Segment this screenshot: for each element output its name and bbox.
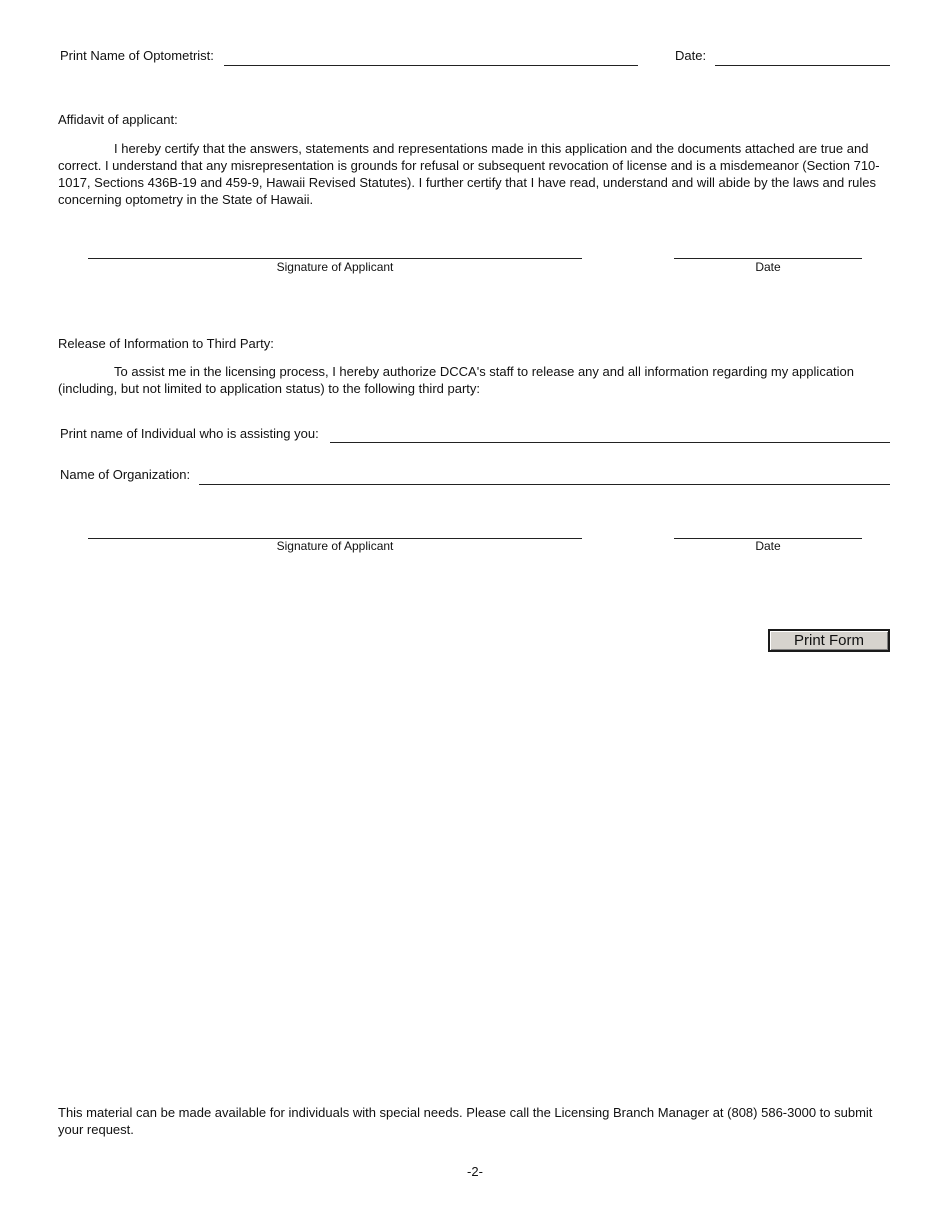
date-label: Date:: [675, 48, 707, 63]
optometrist-name-field[interactable]: [224, 65, 638, 66]
organization-name-label: Name of Organization:: [60, 467, 191, 482]
optometrist-name-label: Print Name of Optometrist:: [60, 48, 214, 63]
release-body: To assist me in the licensing process, I hereby authorize DCCA's staff to release any and all information regarding my application (including, but not limited to application status) to the following third party:: [58, 364, 855, 396]
date-field[interactable]: [715, 65, 890, 66]
affidavit-heading: Affidavit of applicant:: [58, 112, 178, 127]
organization-name-field[interactable]: [199, 484, 890, 485]
affidavit-signature-line[interactable]: [88, 258, 582, 259]
affidavit-date-caption: Date: [755, 260, 781, 274]
release-heading: Release of Information to Third Party:: [58, 336, 274, 351]
special-needs-notice: This material can be made available for individuals with special needs. Please call the Licensing Branch Manager at (808) 586-3000 to submit your request.: [58, 1105, 873, 1137]
affidavit-paragraph: [58, 140, 893, 208]
release-signature-caption: Signature of Applicant: [276, 539, 394, 553]
affidavit-signature-caption: Signature of Applicant: [276, 260, 394, 274]
individual-name-field[interactable]: [330, 442, 890, 443]
individual-name-label: Print name of Individual who is assisting you:: [60, 426, 319, 441]
affidavit-body: I hereby certify that the answers, statements and representations made in this application and the documents attached are true and correct. I understand that any misrepresentation is grounds for refusal or subsequent revocation of license and is a misdemeanor (Section 710-1017, Sections 436B-19 and 459-9, Hawaii Revised Statutes). I further certify that I have read, understand and will abide by the laws and rules concerning optometry in the State of Hawaii.: [58, 141, 880, 207]
release-date-caption: Date: [755, 539, 781, 553]
print-form-button[interactable]: Print Form: [768, 629, 890, 652]
page-number: -2-: [467, 1164, 483, 1179]
release-paragraph: [58, 363, 893, 397]
affidavit-date-line[interactable]: [674, 258, 862, 259]
